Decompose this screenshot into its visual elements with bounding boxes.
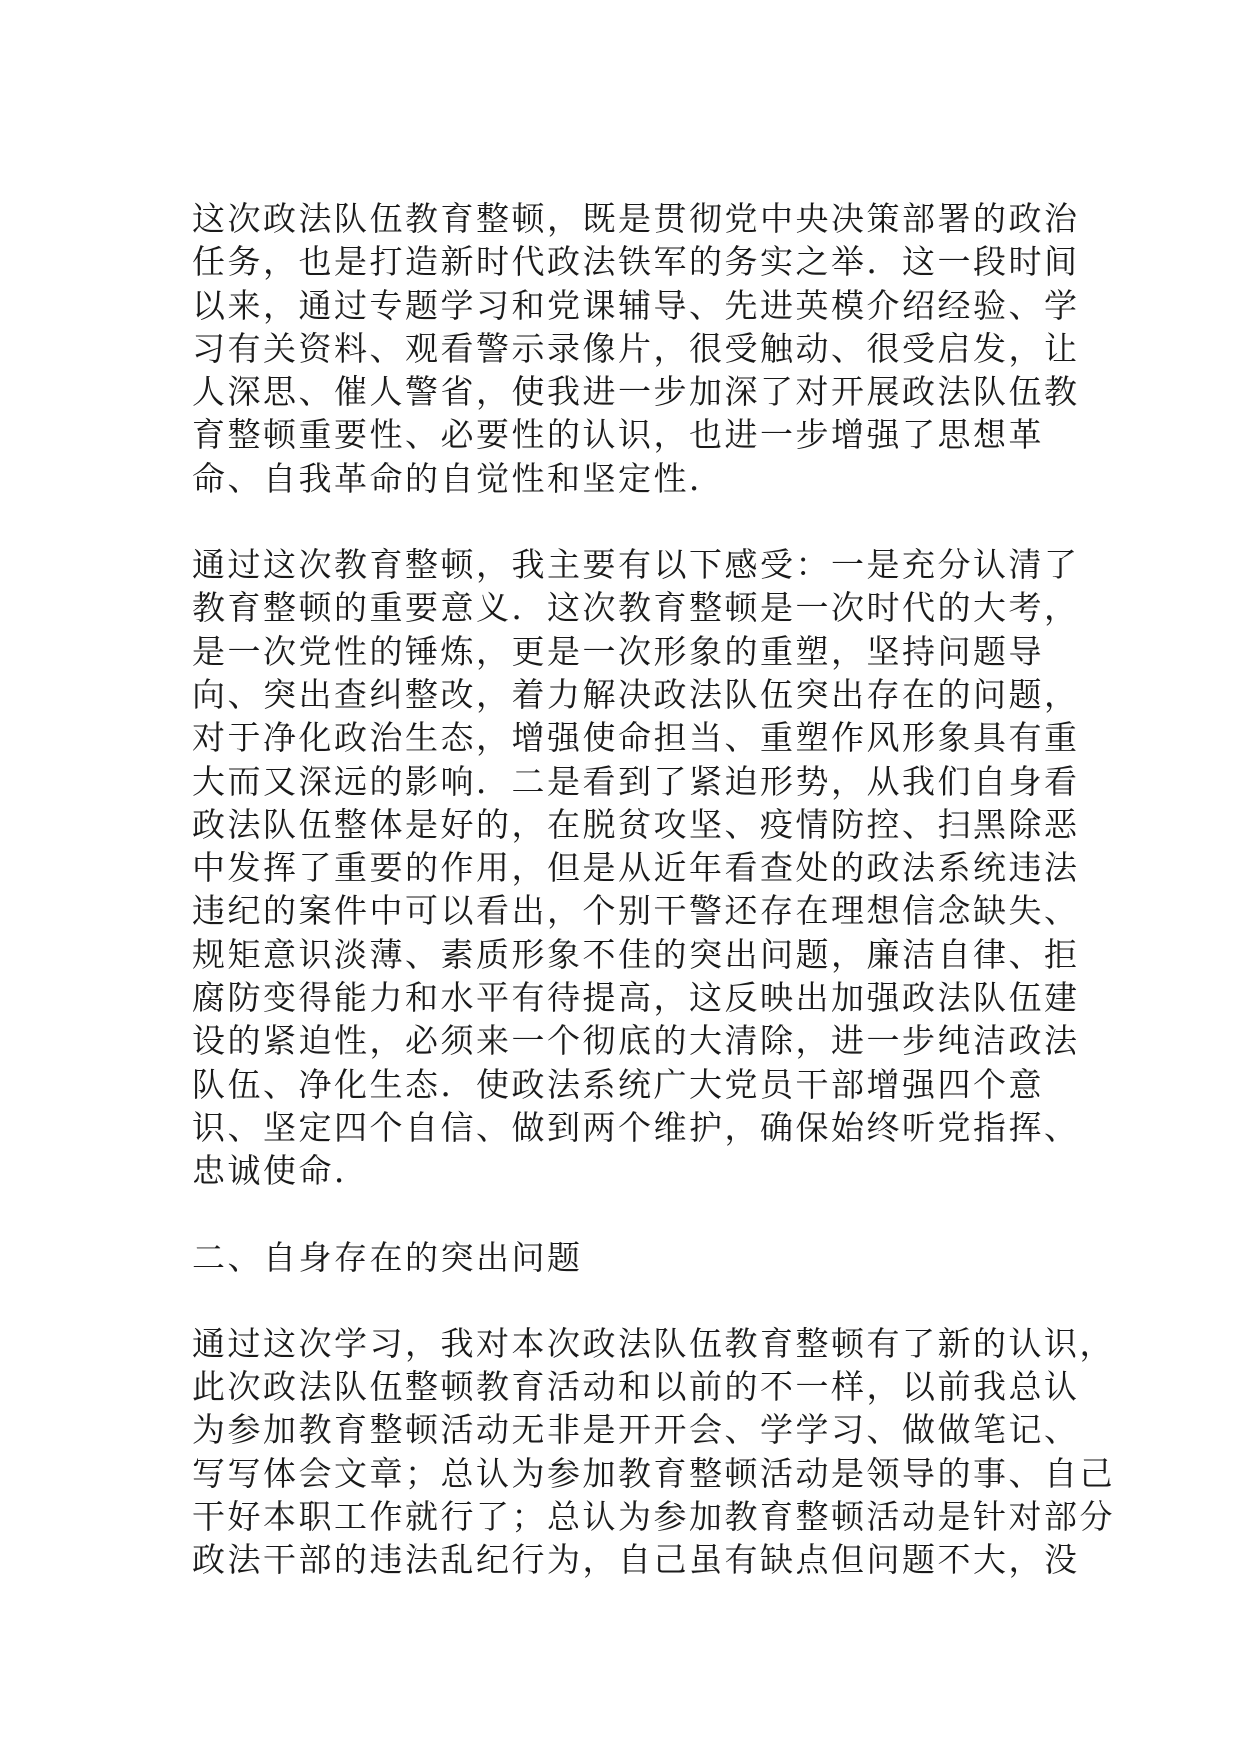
section-heading <box>192 1236 1052 1279</box>
text-line: 人深思、催人警省，使我进一步加深了对开展政法队伍教 <box>192 372 1080 412</box>
text-line: 忠诚使命． <box>192 1151 370 1191</box>
text-line: 政法队伍整体是好的，在脱贫攻坚、疫情防控、扫黑除恶 <box>192 804 1080 844</box>
text-line: 写写体会文章；总认为参加教育整顿活动是领导的事、自己 <box>192 1453 1115 1493</box>
text-line: 干好本职工作就行了；总认为参加教育整顿活动是针对部分 <box>192 1497 1115 1537</box>
paragraph-intro <box>192 197 1080 500</box>
text-line: 任务，也是打造新时代政法铁军的务实之举．这一段时间 <box>192 242 1080 282</box>
text-line: 违纪的案件中可以看出，个别干警还存在理想信念缺失、 <box>192 891 1080 931</box>
text-line: 通过这次教育整顿，我主要有以下感受：一是充分认清了 <box>192 545 1080 585</box>
heading-text: 二、自身存在的突出问题 <box>192 1237 583 1277</box>
text-line: 规矩意识淡薄、素质形象不佳的突出问题，廉洁自律、拒 <box>192 934 1080 974</box>
text-line: 队伍、净化生态．使政法系统广大党员干部增强四个意 <box>192 1064 1044 1104</box>
text-line: 对于净化政治生态，增强使命担当、重塑作风形象具有重 <box>192 718 1080 758</box>
text-line: 此次政法队伍整顿教育活动和以前的不一样，以前我总认 <box>192 1367 1080 1407</box>
text-line: 教育整顿的重要意义．这次教育整顿是一次时代的大考， <box>192 588 1080 628</box>
text-line: 大而又深远的影响．二是看到了紧迫形势，从我们自身看 <box>192 761 1080 801</box>
text-line: 为参加教育整顿活动无非是开开会、学学习、做做笔记、 <box>192 1410 1080 1450</box>
text-line: 育整顿重要性、必要性的认识，也进一步增强了思想革 <box>192 415 1044 455</box>
text-line: 识、坚定四个自信、做到两个维护，确保始终听党指挥、 <box>192 1107 1080 1147</box>
text-line: 习有关资料、观看警示录像片，很受触动、很受启发，让 <box>192 328 1080 368</box>
text-line: 是一次党性的锤炼，更是一次形象的重塑，坚持问题导 <box>192 631 1044 671</box>
text-line: 向、突出查纠整改，着力解决政法队伍突出存在的问题， <box>192 674 1080 714</box>
text-line: 这次政法队伍教育整顿，既是贯彻党中央决策部署的政治 <box>192 199 1080 238</box>
text-line: 政法干部的违法乱纪行为，自己虽有缺点但问题不大，没 <box>192 1540 1080 1580</box>
document-body <box>192 197 1115 1625</box>
text-line: 设的紧迫性，必须来一个彻底的大清除，进一步纯洁政法 <box>192 1021 1080 1061</box>
text-line: 以来，通过专题学习和党课辅导、先进英模介绍经验、学 <box>192 285 1080 325</box>
text-line: 通过这次学习，我对本次政法队伍教育整顿有了新的认识， <box>192 1323 1115 1363</box>
text-line: 中发挥了重要的作用，但是从近年看查处的政法系统违法 <box>192 848 1080 888</box>
paragraph-problems <box>192 1322 1115 1582</box>
text-line: 命、自我革命的自觉性和坚定性． <box>192 458 725 498</box>
paragraph-feelings <box>192 543 1080 1192</box>
text-line: 腐防变得能力和水平有待提高，这反映出加强政法队伍建 <box>192 978 1080 1018</box>
